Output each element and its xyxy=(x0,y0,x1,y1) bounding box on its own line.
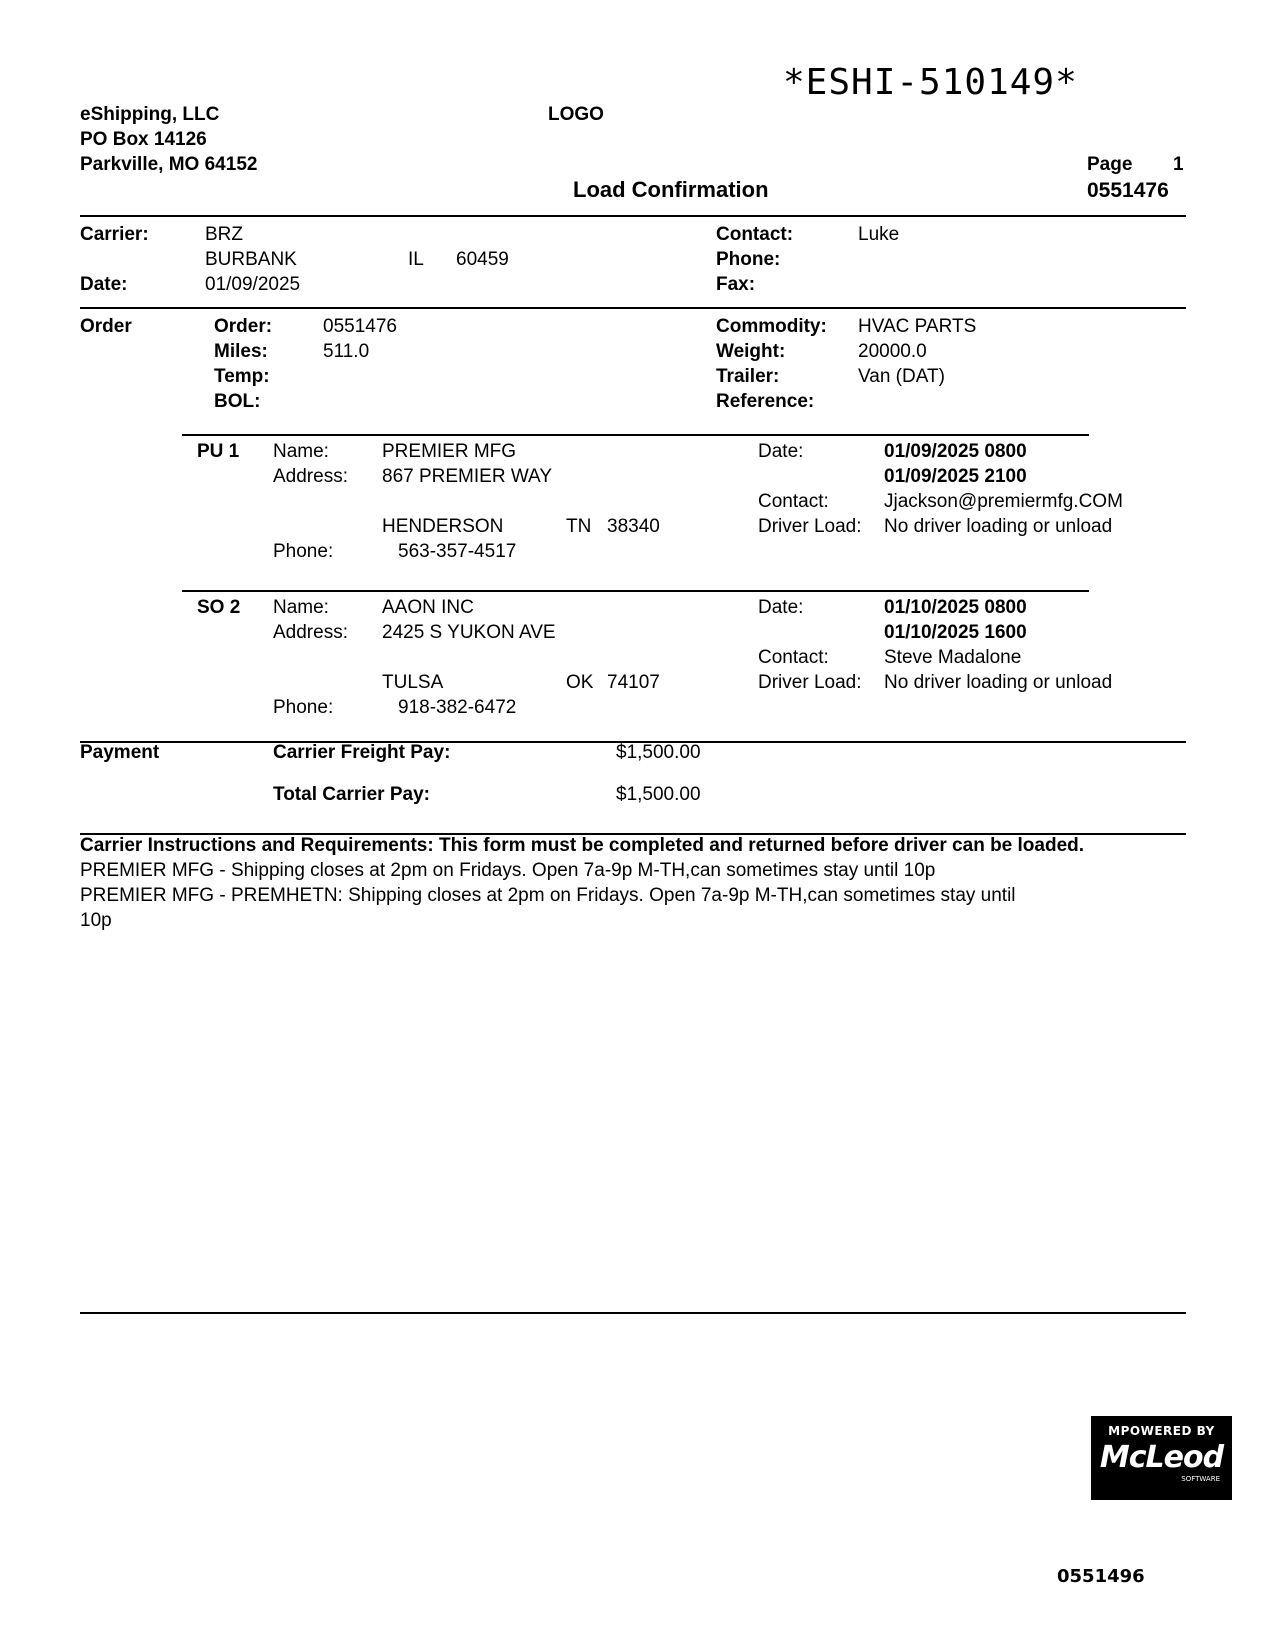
stop-date-end: 01/10/2025 1600 xyxy=(884,622,1027,643)
bol-label: BOL: xyxy=(214,391,261,412)
carrier-contact-label: Contact: xyxy=(716,224,794,245)
stop-zip: 38340 xyxy=(607,516,660,537)
stop-date-start: 01/09/2025 0800 xyxy=(884,441,1027,462)
carrier-state: IL xyxy=(408,249,424,270)
carrier-name: BRZ xyxy=(205,224,243,245)
instructions-heading: Carrier Instructions and Requirements: This form must be completed and returned before driver can be loaded. xyxy=(80,835,1085,856)
document-title: Load Confirmation xyxy=(573,177,769,202)
total-pay-value: $1,500.00 xyxy=(616,784,701,805)
stop-name-label: Name: xyxy=(273,597,329,618)
order-section-label: Order xyxy=(80,316,132,337)
stop-name: PREMIER MFG xyxy=(382,441,517,462)
stop-contact: Steve Madalone xyxy=(884,647,1022,668)
stop-driver-load: No driver loading or unload xyxy=(884,516,1113,537)
stop-driver-load-label: Driver Load: xyxy=(758,672,862,693)
trailer-label: Trailer: xyxy=(716,366,780,387)
miles-value: 511.0 xyxy=(323,341,370,362)
divider xyxy=(80,1312,1186,1314)
company-address-line2: Parkville, MO 64152 xyxy=(80,154,258,175)
carrier-date: 01/09/2025 xyxy=(205,274,301,295)
stop-zip: 74107 xyxy=(607,672,660,693)
stop-city: HENDERSON xyxy=(382,516,504,537)
miles-label: Miles: xyxy=(214,341,268,362)
reference-label: Reference: xyxy=(716,391,815,412)
stop-name: AAON INC xyxy=(382,597,474,618)
stop-date-label: Date: xyxy=(758,597,804,618)
weight-label: Weight: xyxy=(716,341,786,362)
carrier-zip: 60459 xyxy=(456,249,509,270)
stop-address-label: Address: xyxy=(273,466,348,487)
carrier-label: Carrier: xyxy=(80,224,149,245)
commodity-label: Commodity: xyxy=(716,316,827,337)
stop-state: TN xyxy=(566,516,592,537)
header-order-number: 0551476 xyxy=(1087,179,1169,202)
stop-phone-label: Phone: xyxy=(273,697,334,718)
temp-label: Temp: xyxy=(214,366,270,387)
badge-line1: MPOWERED BY xyxy=(1108,1424,1215,1438)
stop-state: OK xyxy=(566,672,594,693)
stop-address-label: Address: xyxy=(273,622,348,643)
stop-city: TULSA xyxy=(382,672,444,693)
barcode-text: *ESHI-510149* xyxy=(783,62,1078,103)
carrier-city: BURBANK xyxy=(205,249,297,270)
order-number-label: Order: xyxy=(214,316,273,337)
stop-address: 2425 S YUKON AVE xyxy=(382,622,556,643)
page-label: Page xyxy=(1087,154,1133,175)
stop-date-label: Date: xyxy=(758,441,804,462)
stop-divider xyxy=(182,434,1089,436)
instructions-line: PREMIER MFG - PREMHETN: Shipping closes at 2pm on Fridays. Open 7a-9p M-TH,can sometimes stay until xyxy=(80,885,1016,906)
carrier-contact: Luke xyxy=(858,224,900,245)
powered-by-mcleod-logo xyxy=(1091,1416,1232,1500)
order-number: 0551476 xyxy=(323,316,397,337)
stop-name-label: Name: xyxy=(273,441,329,462)
stop-date-start: 01/10/2025 0800 xyxy=(884,597,1027,618)
carrier-phone-label: Phone: xyxy=(716,249,781,270)
footer-code: 0551496 xyxy=(1057,1566,1145,1587)
divider xyxy=(80,307,1186,309)
logo-placeholder: LOGO xyxy=(548,104,604,125)
stop-contact-label: Contact: xyxy=(758,491,829,512)
carrier-fax-label: Fax: xyxy=(716,274,756,295)
company-address-line1: PO Box 14126 xyxy=(80,129,207,150)
stop-phone: 918-382-6472 xyxy=(398,697,517,718)
stop-contact: Jjackson@premiermfg.COM xyxy=(884,491,1123,512)
stop-phone: 563-357-4517 xyxy=(398,541,517,562)
badge-line2: McLeod xyxy=(1099,1440,1224,1475)
instructions-line: 10p xyxy=(80,910,112,931)
badge-line3: SOFTWARE xyxy=(1181,1475,1220,1483)
carrier-date-label: Date: xyxy=(80,274,128,295)
payment-section-label: Payment xyxy=(80,742,160,763)
stop-date-end: 01/09/2025 2100 xyxy=(884,466,1027,487)
weight-value: 20000.0 xyxy=(858,341,927,362)
stop-phone-label: Phone: xyxy=(273,541,334,562)
stop-divider xyxy=(182,590,1089,592)
commodity-value: HVAC PARTS xyxy=(858,316,977,337)
stop-code: PU 1 xyxy=(197,441,240,462)
freight-pay-value: $1,500.00 xyxy=(616,742,701,763)
company-name: eShipping, LLC xyxy=(80,104,220,125)
total-pay-label: Total Carrier Pay: xyxy=(273,784,430,805)
divider xyxy=(80,215,1186,217)
stop-code: SO 2 xyxy=(197,597,241,618)
stop-driver-load-label: Driver Load: xyxy=(758,516,862,537)
stop-contact-label: Contact: xyxy=(758,647,829,668)
page-number: 1 xyxy=(1173,154,1184,175)
freight-pay-label: Carrier Freight Pay: xyxy=(273,742,451,763)
trailer-value: Van (DAT) xyxy=(858,366,945,387)
stop-driver-load: No driver loading or unload xyxy=(884,672,1113,693)
instructions-line: PREMIER MFG - Shipping closes at 2pm on Fridays. Open 7a-9p M-TH,can sometimes stay until 10p xyxy=(80,860,936,881)
stop-address: 867 PREMIER WAY xyxy=(382,466,552,487)
